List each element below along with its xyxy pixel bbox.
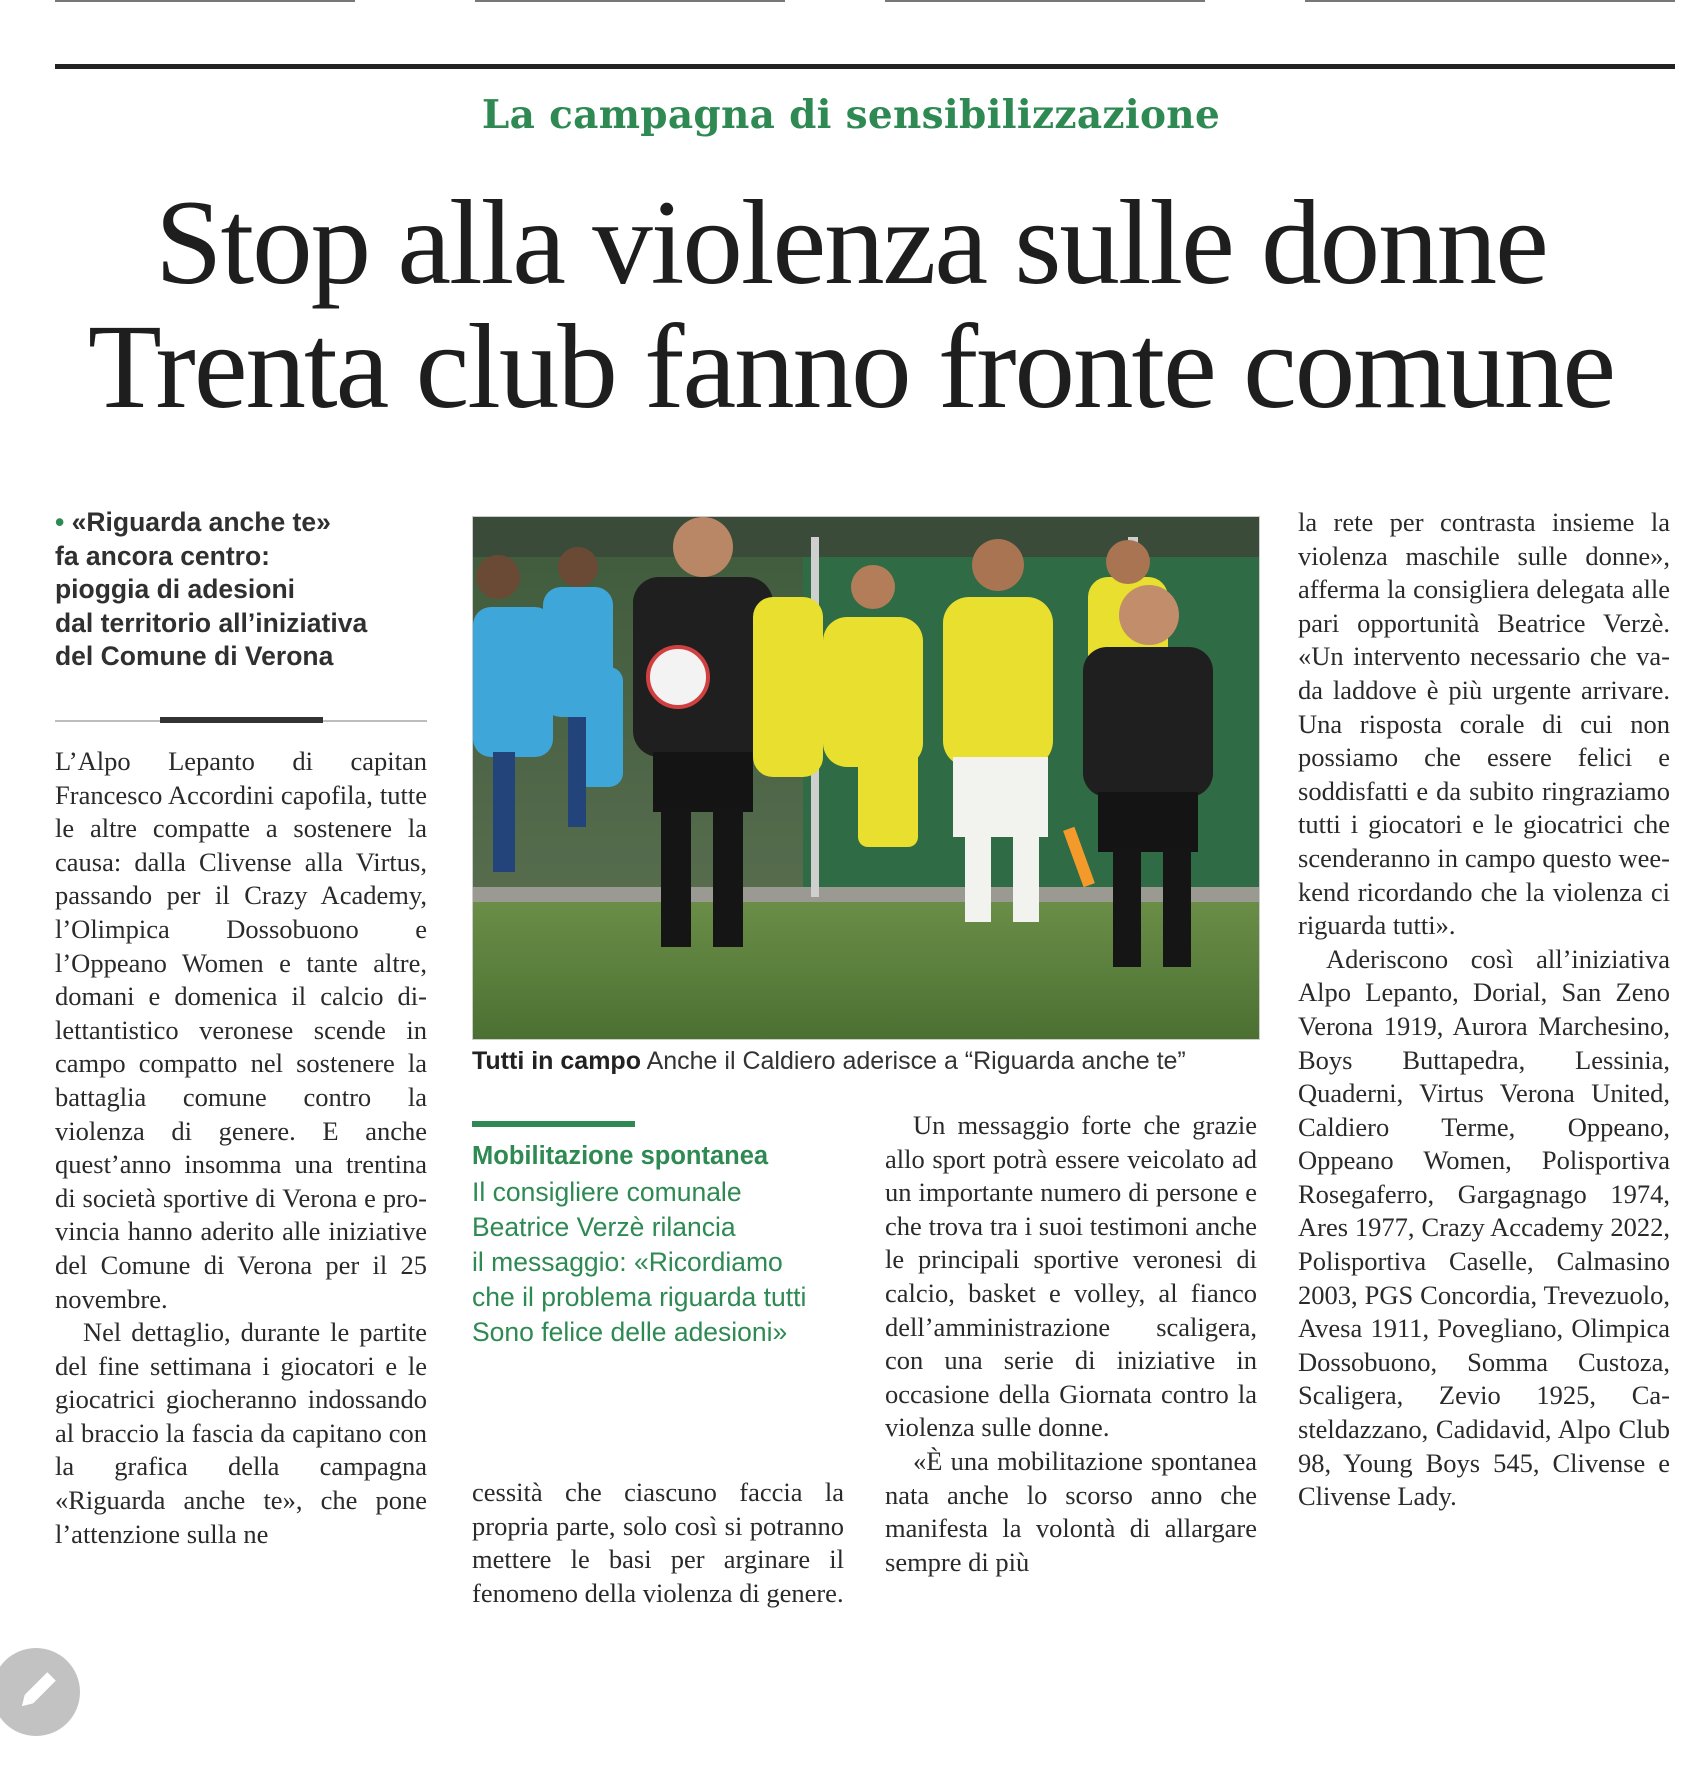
pull-quote-line: Sono felice delle adesioni» (472, 1317, 788, 1347)
summary-line: «Riguarda anche te» (71, 507, 331, 537)
article-kicker: La campagna di sensibilizzazione (481, 92, 1221, 138)
body-paragraph: la rete per contrasta insieme la violenza maschile sulle donne», afferma la consigliera delegata alle pari opportunità Beatrice Verzè. «Un intervento necessario che vada laddove è più urgente arrivare. Una risposta corale di cui non possiamo che essere felici e soddisfatti e da subito ringraziamo tutti i giocatori e le giocatrici che scenderanno in campo questo weekend ricordando che la violenza ci riguarda tutti». (1298, 507, 1670, 941)
body-paragraph: cessità che ciascuno faccia la propria parte, solo così si potranno mettere le basi per arginare il fenomeno della violenza di genere. (472, 1477, 844, 1608)
headline-line-1: Stop alla violenza sulle donne (155, 176, 1547, 310)
pull-quote-rule (472, 1121, 635, 1127)
pull-quote-title: Mobilitazione spontanea (472, 1142, 769, 1170)
summary-line: dal territorio all’iniziativa (55, 607, 368, 638)
summary-bullet: • (55, 507, 65, 537)
body-column-2 (472, 1476, 844, 1610)
caption-text: Anche il Caldiero aderisce a “Riguarda anche te” (646, 1047, 1186, 1075)
pull-quote-line: Beatrice Verzè rilancia (472, 1212, 736, 1242)
body-column-1 (55, 745, 427, 1551)
photo-caption (472, 1047, 1272, 1076)
summary-line: pioggia di adesioni (55, 574, 295, 604)
body-paragraph: «È una mobilitazione spontanea nata anche lo scorso anno che manifesta la volontà di allargare sempre di più (885, 1445, 1257, 1577)
body-column-4 (1298, 506, 1670, 1514)
pull-quote (472, 1175, 852, 1350)
pencil-icon (0, 1648, 80, 1736)
pull-quote-line: il messaggio: «Ricordiamo (472, 1247, 783, 1277)
body-column-3 (885, 1109, 1257, 1579)
headline-line-2: Trenta club fanno fronte comune (87, 300, 1615, 434)
section-divider (55, 64, 1675, 69)
article-summary (55, 506, 435, 674)
caption-title: Tutti in campo (472, 1047, 641, 1075)
edit-button[interactable] (0, 1648, 80, 1736)
article-photo (472, 516, 1260, 1040)
body-paragraph: Un messaggio forte che grazie allo sport potrà essere veicolato ad un importante numero di persone e che trova tra i suoi testimoni anche le principali sportive veronesi di calcio, basket e volley, al fianco dell’amministrazione scaligera, con una serie di iniziative in occasione della Giornata contro la violenza sulle donne. (885, 1110, 1257, 1443)
pull-quote-line: Il consigliere comunale (472, 1177, 742, 1207)
body-paragraph: Nel dettaglio, durante le partite del fine settimana i giocatori e le giocatrici giocheranno indossando al braccio la fascia da capitano con la grafica della campagna «Riguarda anche te», che pone l’attenzione sulla ne (55, 1317, 427, 1549)
body-paragraph: Aderiscono così all’iniziativa Alpo Lepanto, Dorial, San Zeno Verona 1919, Aurora Marchesino, Boys Buttapedra, Lessinia, Quaderni, Virtus Verona United, Caldiero Terme, Oppeano, Oppeano Women, Polisportiva Rosegaferro, Gargagnago 1974, Ares 1977, Crazy Accademy 2022, Polisportiva Caselle, Calmasino 2003, PGS Concordia, Trevezuolo, Avesa 1911, Povegliano, Olimpica Dossobuono, Somma Custoza, Scaligera, Zevio 1925, Casteldazzano, Cadidavid, Alpo Club 98, Young Boys 545, Clivense e Clivense Lady. (1298, 943, 1670, 1512)
pull-quote-line: che il problema riguarda tutti (472, 1282, 807, 1312)
summary-line: fa ancora centro: (55, 540, 271, 571)
summary-divider-accent (160, 717, 323, 723)
summary-line: del Comune di Verona (55, 641, 334, 671)
body-paragraph: L’Alpo Lepanto di capitan Francesco Accordini capofila, tutte le altre compatte a sostenere la causa: dalla Clivense alla Virtus, passando per il Crazy Academy, l’Olimpica Dossobuono e l’Oppeano Women e tante altre, domani e domenica il calcio dilettantistico veronese scende in campo compatto nel sostenere la battaglia comune contro la violenza di genere. E anche quest’anno insomma una trentina di società sportive di Verona e provincia hanno aderito alle iniziative del Comune di Verona per il 25 novembre. (55, 746, 427, 1314)
previous-article-text-strip (55, 0, 1675, 10)
